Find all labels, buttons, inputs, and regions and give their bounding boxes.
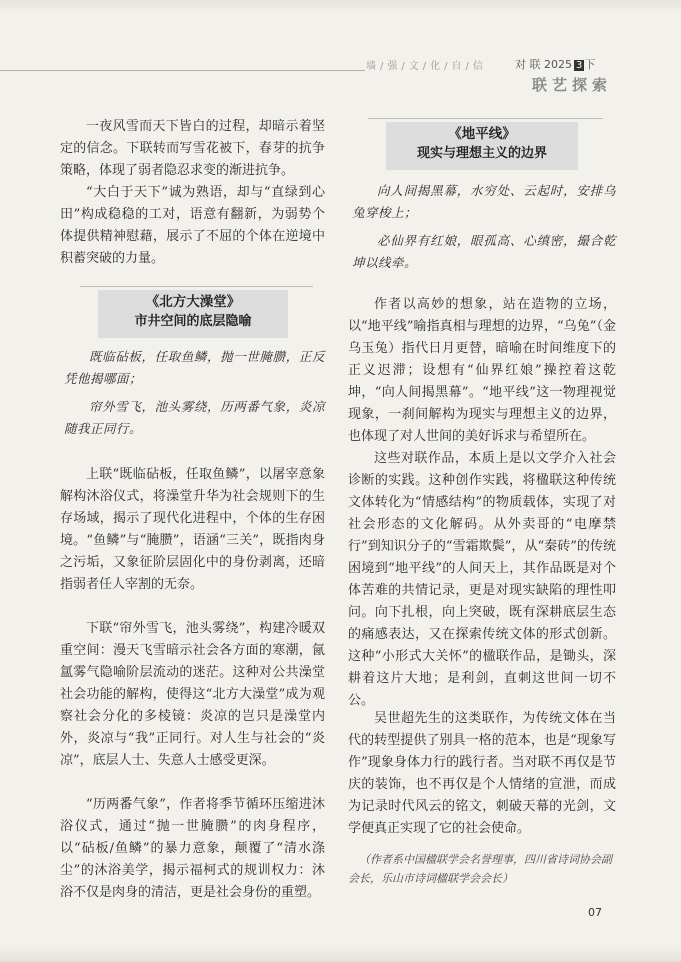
issue-suffix: 下 — [584, 58, 596, 71]
left-paragraph-2: “大白于天下”诚为熟语，却与“直绿到心田”构成稳稳的工对，语意有翻新，为弱势个体提供精神慰藉，展示了不屈的个体在逆境中积蓄突破的力量。 — [60, 185, 325, 266]
journal-name: 对 联 2025 — [515, 58, 572, 71]
section-heading-horizon — [386, 122, 578, 170]
section-rule-top — [80, 286, 313, 287]
couplet-upper-line: 既临砧板，任取鱼鳞，抛一世腌臜，正反凭他揭哪面； — [64, 349, 325, 386]
page-header — [0, 0, 681, 110]
page-number: 07 — [588, 906, 602, 919]
couplet-lower-line: 帘外雪飞，池头雾绕，历两番气象，炎凉随我正同行。 — [64, 399, 325, 436]
right-paragraph-2: 这些对联作品，本质上是以文学介入社会诊断的实践。这种创作实践，将楹联这种传统文体转化为“情感结构”的物质载体，实现了对社会形态的文化解码。从外卖哥的“电摩禁行”到知识分子的“雪霜欺鬓”，从“秦砖”的传统困境到“地平线”的人间天上，其作品既是对个体苦难的共情记录，更是对现实缺陷的理性叩问。向下扎根，向上突破，既有深耕底层生态的痛感表达，又在探索传统文体的形式创新。这种“小形式大关怀”的楹联作品，是锄头，深耕着这片大地；是利剑，直刺这世间一切不公。 — [348, 451, 616, 708]
couplet-upper-line: 向人间揭黑幕，水穷处、云起时，安排乌兔穿梭上； — [352, 183, 616, 220]
left-paragraph-5: “历两番气象”，作者将季节循环压缩进沐浴仪式，通过“抛一世腌臜”的肉身程序，以“砧板/鱼鳞”的暴力意象，颠覆了“清水涤尘”的沐浴美学，揭示福柯式的规训权力：沐浴不仅是肉身的清洁，更是社会身份的重塑。 — [60, 797, 325, 900]
section-heading-bathhouse — [98, 290, 288, 338]
header-series-text: 墙/强/文/化/自/信 — [366, 61, 487, 72]
left-paragraph-4: 下联“帘外雪飞，池头雾绕”，构建冷暖双重空间：漫天飞雪暗示社会各方面的寒潮，氤氲雾气隐喻阶层流动的迷茫。这种对公共澡堂社会功能的解构，使得这“北方大澡堂”成为观察社会分化的多棱镜：炎凉的岂只是澡堂内外，炎凉与“我”正同行。对人生与社会的“炎凉”，底层人士、失意人士感受更深。 — [60, 621, 325, 768]
left-paragraph-3: 上联“既临砧板，任取鱼鳞”，以屠宰意象解构沐浴仪式，将澡堂升华为社会规则下的生存场域，揭示了现代化进程中，个体的生存困境。“鱼鳞”与“腌臜”，语涵“三关”，既指肉身之污垢，又象征阶层固化中的身份剥离，还暗指弱者任人宰割的无奈。 — [60, 467, 325, 592]
right-paragraph-3: 吴世超先生的这类联作，为传统文体在当代的转型提供了别具一格的范本，也是“现象写作”现象身体力行的践行者。当对联不再仅是节庆的装饰，也不再仅是个人情绪的宣泄，而成为记录时代风云的铭文，刺破天幕的光剑，文学便真正实现了它的社会使命。 — [348, 711, 616, 836]
couplet-lower-line: 必仙界有红娘，眼孤高、心缜密，撮合乾坤以线牵。 — [352, 233, 616, 270]
header-rule — [0, 70, 365, 71]
section-subtitle: 现实与理想主义的边界 — [416, 146, 547, 161]
section-title: 《北方大澡堂》 — [145, 294, 241, 310]
left-paragraph-1: 一夜风雪而天下皆白的过程，却暗示着坚定的信念。下联转而写雪花被下，春芽的抗争策略，体现了弱者隐忍求变的渐进抗争。 — [60, 119, 325, 178]
section-rule-top — [368, 118, 603, 119]
column-title: 联艺探索 — [532, 76, 613, 94]
right-paragraph-1: 作者以高妙的想象，站在造物的立场，以“地平线”喻指真相与理想的边界，“乌兔”（金乌玉兔）指代日月更替，暗喻在时间维度下的正义迟滞；设想有“仙界红娘”操控着这乾坤，“向人间揭黑幕”。“地平线”这一物理视觉现象，一刹间解构为现实与理想主义的边界，也体现了对人世间的美好诉求与希望所在。 — [348, 297, 616, 444]
journal-issue — [515, 56, 595, 72]
author-note: （作者系中国楹联学会名誉理事，四川省诗词协会副会长，乐山市诗词楹联学会会长） — [348, 853, 612, 885]
section-title: 《地平线》 — [448, 126, 516, 142]
scan-edge-bottom — [0, 944, 681, 962]
section-subtitle: 市井空间的底层隐喻 — [134, 314, 252, 329]
issue-number-badge: 3 — [576, 60, 583, 71]
